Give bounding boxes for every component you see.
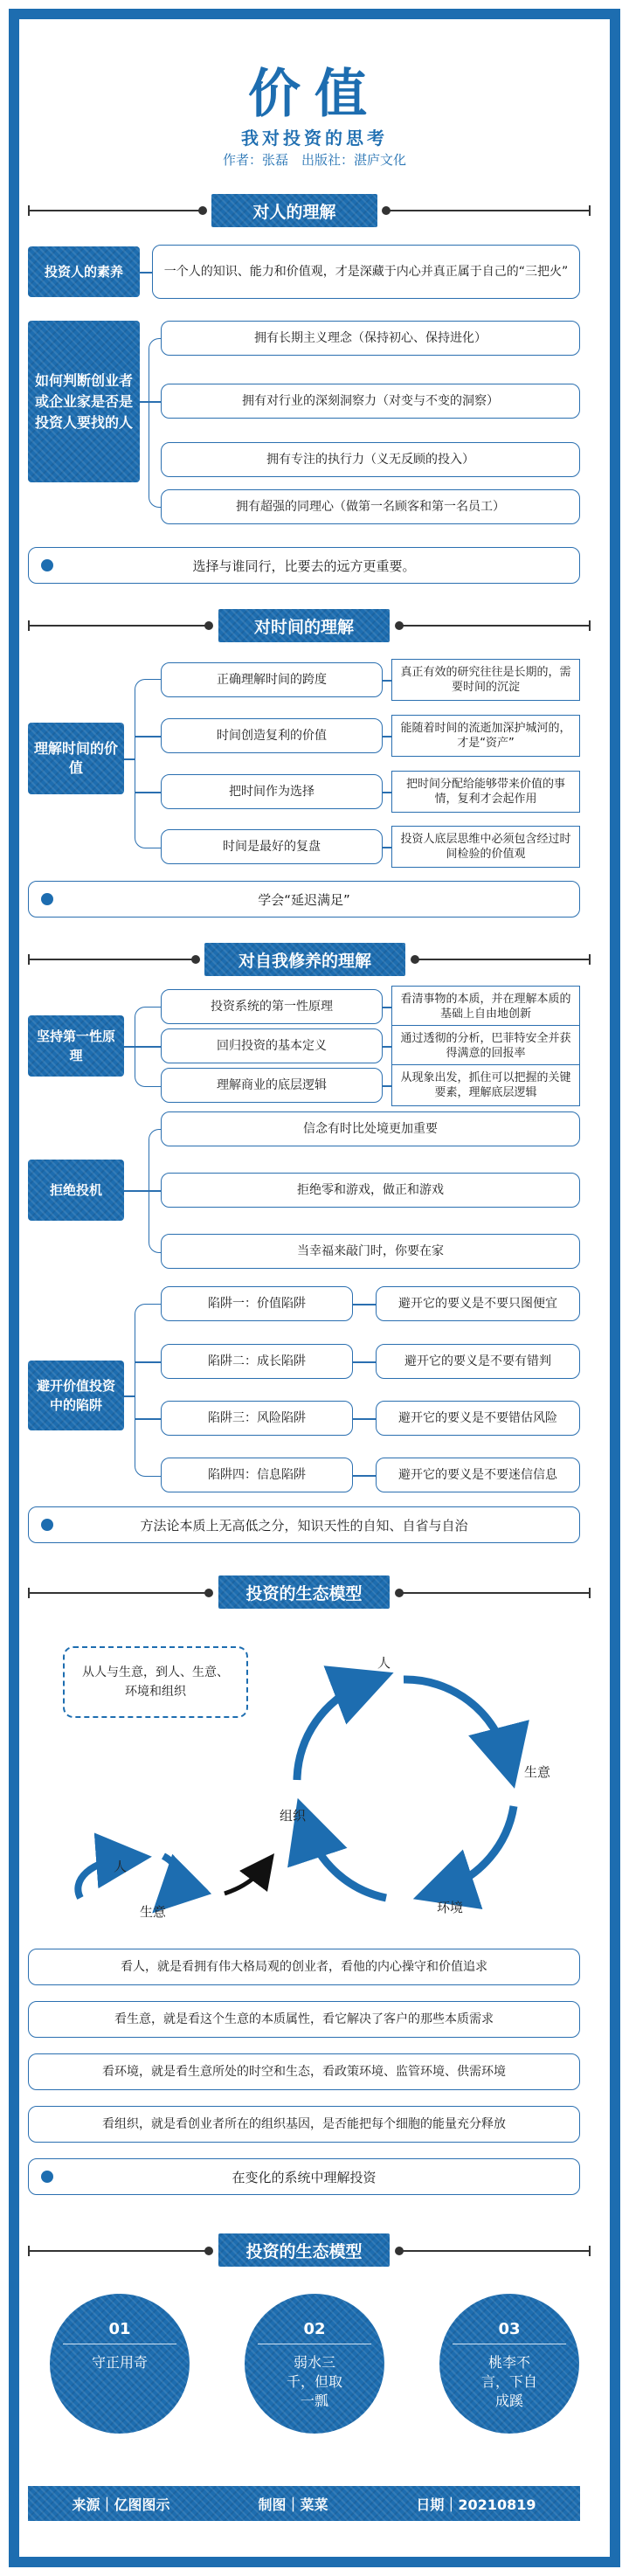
section-divider-left — [28, 210, 205, 211]
footer-bar — [28, 2486, 580, 2521]
reject-speculation-label: 拒绝投机 — [28, 1160, 124, 1221]
judge-item-3: 拥有专注的执行力（义无反顾的投入） — [161, 442, 580, 477]
section-title-self: 对自我修养的理解 — [204, 943, 405, 976]
time-row-4: 时间是最好的复盘 — [161, 829, 383, 864]
circle-number: 01 — [108, 2320, 131, 2338]
section-divider-right — [397, 625, 591, 627]
section-divider-left — [28, 2250, 211, 2252]
judge-item-1: 拥有长期主义理念（保持初心、保持进化） — [161, 321, 580, 356]
cycle-arc-1 — [404, 1679, 507, 1758]
eco-dashed-note: 从人与生意，到人、生意、环境和组织 — [63, 1646, 248, 1718]
eco-cycle-diagram — [19, 1627, 610, 1933]
cycle-arc-2 — [443, 1806, 514, 1889]
judge-item-4: 拥有超强的同理心（做第一名顾客和第一名员工） — [161, 489, 580, 524]
trap-row-2-detail: 避开它的要义是不要有错判 — [376, 1344, 580, 1379]
trap-row-3: 陷阱三：风险陷阱 — [161, 1401, 353, 1436]
first-row-2: 回归投资的基本定义 — [161, 1028, 383, 1063]
section-title-eco-2: 投资的生态模型 — [218, 2233, 390, 2267]
circle-text: 桃李不言，下自成蹊 — [480, 2354, 537, 2409]
first-row-3-detail: 从现象出发，抓住可以把握的关键要素，理解底层逻辑 — [391, 1064, 580, 1106]
reject-item-1: 信念有时比处境更加重要 — [161, 1111, 580, 1146]
footer-maker: 制图｜菜菜 — [258, 2496, 328, 2513]
footer-source: 来源｜亿图图示 — [72, 2496, 170, 2513]
circle-text: 弱水三千，但取一瓢 — [286, 2354, 342, 2409]
first-row-1-detail: 看清事物的本质，并在理解本质的基础上自由地创新 — [391, 986, 580, 1028]
section-title-people: 对人的理解 — [211, 194, 377, 227]
cycle-arc-3 — [308, 1828, 386, 1898]
trap-row-4-detail: 避开它的要义是不要迷信信息 — [376, 1458, 580, 1492]
time-row-1-detail: 真正有效的研究往往是长期的，需要时间的沉淀 — [391, 659, 580, 701]
eco-line-3: 看环境，就是看生意所处的时空和生态，看政策环境、监管环境、供需环境 — [28, 2053, 580, 2090]
section-divider-right — [384, 210, 591, 211]
cycle-arc-4 — [297, 1684, 364, 1780]
small-node-people: 人 — [114, 1859, 128, 1874]
time-row-2-detail: 能随着时间的流逝加深护城河的，才是“资产” — [391, 715, 580, 757]
circle-number: 02 — [303, 2320, 326, 2338]
section-divider-right — [412, 959, 591, 960]
trap-row-2: 陷阱二：成长陷阱 — [161, 1344, 353, 1379]
first-row-1: 投资系统的第一性原理 — [161, 989, 383, 1024]
section-divider-left — [28, 625, 211, 627]
judge-item-2: 拥有对行业的深刻洞察力（对变与不变的洞察） — [161, 384, 580, 419]
time-row-1: 正确理解时间的跨度 — [161, 662, 383, 697]
page-subtitle: 我对投资的思考 — [241, 128, 388, 149]
footer-date: 日期｜20210819 — [416, 2496, 536, 2513]
time-row-4-detail: 投资人底层思维中必须包含经过时间检验的价值观 — [391, 826, 580, 868]
reject-item-3: 当幸福来敲门时，你要在家 — [161, 1234, 580, 1269]
bullet-dot — [41, 2171, 53, 2183]
first-row-3: 理解商业的底层逻辑 — [161, 1068, 383, 1103]
section-divider-left — [28, 1592, 211, 1594]
author-publisher: 作者：张磊 出版社：湛庐文化 — [222, 152, 406, 168]
trap-row-3-detail: 避开它的要义是不要错估风险 — [376, 1401, 580, 1436]
small-cycle-arc-2 — [163, 1856, 179, 1894]
eco-node-people: 人 — [377, 1655, 391, 1671]
summary-self: 方法论本质上无高低之分，知识天性的自知、自省与自治 — [28, 1506, 580, 1543]
eco-node-organization: 组织 — [280, 1808, 307, 1824]
time-row-3-detail: 把时间分配给能够带来价值的事情，复利才会起作用 — [391, 771, 580, 813]
first-principle-label: 坚持第一性原理 — [28, 1015, 124, 1077]
principle-circle-3 — [439, 2294, 579, 2434]
bullet-dot — [41, 559, 53, 571]
eco-line-1: 看人，就是看拥有伟大格局观的创业者，看他的内心操守和价值追求 — [28, 1949, 580, 1985]
principle-circle-1 — [50, 2294, 190, 2434]
investor-quality-text: 一个人的知识、能力和价值观，才是深藏于内心并真正属于自己的“三把火” — [152, 245, 580, 299]
section-title-eco: 投资的生态模型 — [218, 1575, 390, 1609]
section-title-time: 对时间的理解 — [218, 609, 390, 642]
time-row-3: 把时间作为选择 — [161, 774, 383, 809]
summary-time: 学会“延迟满足” — [28, 881, 580, 918]
page — [19, 19, 610, 2557]
section-divider-left — [28, 959, 198, 960]
trap-row-1: 陷阱一：价值陷阱 — [161, 1286, 353, 1321]
judge-entrepreneur-label: 如何判断创业者或企业家是否是投资人要找的人 — [28, 321, 140, 482]
reject-item-2: 拒绝零和游戏，做正和游戏 — [161, 1173, 580, 1208]
section-divider-right — [397, 2250, 591, 2252]
eco-node-business: 生意 — [524, 1764, 551, 1780]
summary-people: 选择与谁同行，比要去的远方更重要。 — [28, 547, 580, 584]
trap-row-1-detail: 避开它的要义是不要只图便宜 — [376, 1286, 580, 1321]
investor-quality-label: 投资人的素养 — [28, 246, 140, 297]
circle-text: 守正用奇 — [91, 2354, 148, 2371]
circle-number: 03 — [498, 2320, 521, 2338]
small-node-business: 生意 — [140, 1904, 167, 1920]
principle-circle-2 — [245, 2294, 384, 2434]
eco-line-2: 看生意，就是看这个生意的本质属性，看它解决了客户的那些本质需求 — [28, 2001, 580, 2038]
page-title: 价值 — [248, 64, 381, 125]
trap-row-4: 陷阱四：信息陷阱 — [161, 1458, 353, 1492]
eco-line-4: 看组织，就是看创业者所在的组织基因，是否能把每个细胞的能量充分释放 — [28, 2106, 580, 2143]
summary-eco: 在变化的系统中理解投资 — [28, 2158, 580, 2195]
transition-arrow — [225, 1867, 264, 1894]
eco-node-environment: 环境 — [437, 1900, 464, 1915]
time-row-2: 时间创造复利的价值 — [161, 718, 383, 753]
time-value-label: 理解时间的价值 — [28, 723, 124, 794]
section-divider-right — [397, 1592, 591, 1594]
value-trap-label: 避开价值投资中的陷阱 — [28, 1361, 124, 1430]
bullet-dot — [41, 1519, 53, 1531]
bullet-dot — [41, 893, 53, 905]
first-row-2-detail: 通过透彻的分析，巴菲特安全并获得满意的回报率 — [391, 1025, 580, 1067]
